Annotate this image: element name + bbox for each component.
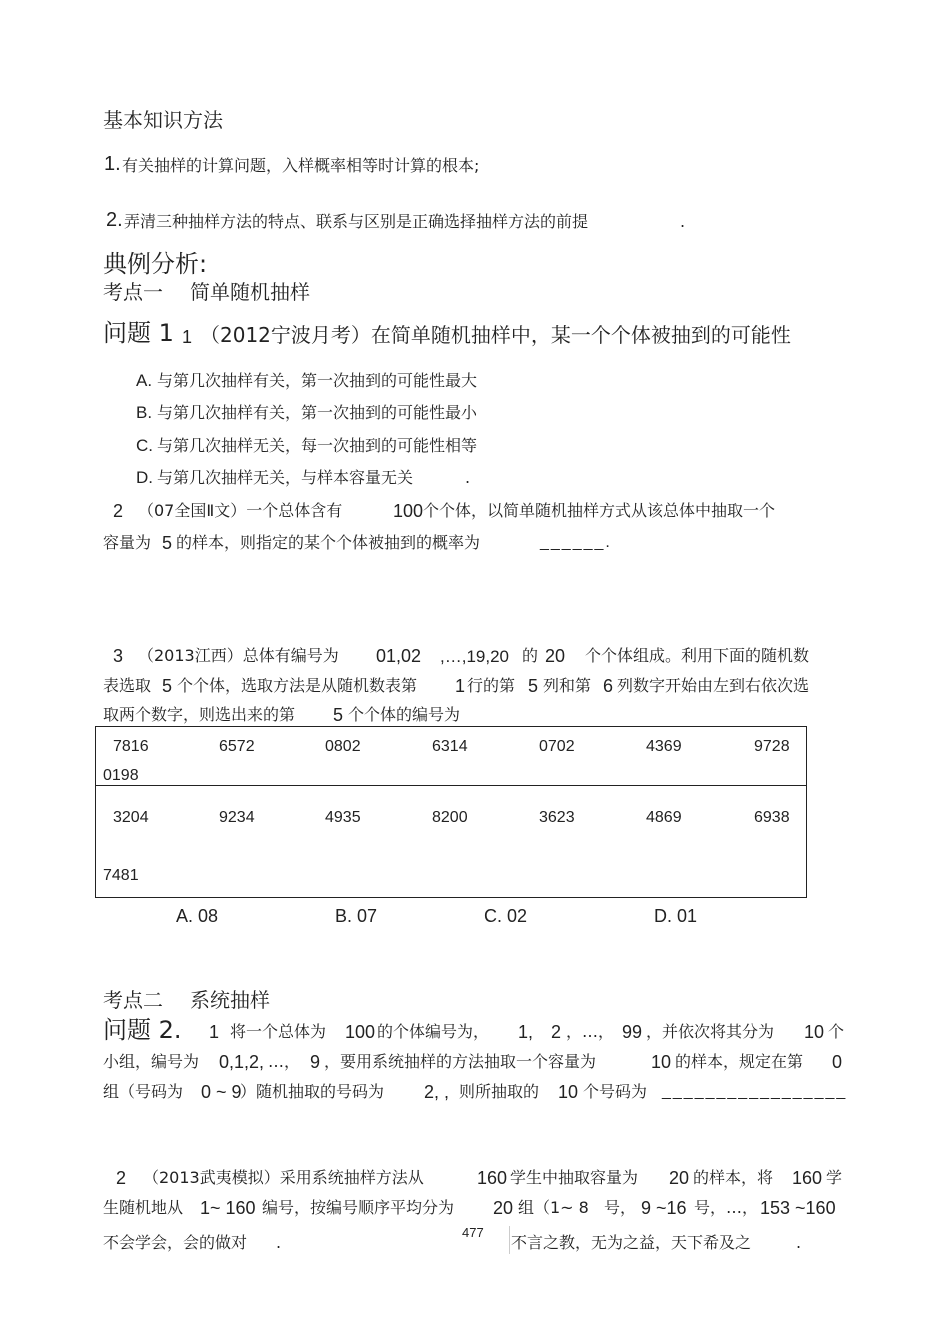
subquestion-number: 3 bbox=[113, 646, 124, 666]
question-value: 9 bbox=[310, 1052, 321, 1072]
table-cell: 3204 bbox=[113, 809, 149, 826]
subquestion-text: 组（1~ 8 bbox=[518, 1198, 589, 1217]
subquestion-value: 5 bbox=[162, 676, 173, 696]
basic-item-text: 弄清三种抽样方法的特点、联系与区别是正确选择抽样方法的前提 bbox=[124, 212, 589, 231]
footer-right: 不言之教，无为之益，天下希及之 bbox=[511, 1233, 752, 1252]
table-cell: 3623 bbox=[539, 809, 575, 826]
footer-left: 不会学会，会的做对 bbox=[103, 1233, 248, 1252]
table-cell: 4369 bbox=[646, 738, 682, 755]
subquestion-text: 个个体组成。利用下面的随机数 bbox=[585, 646, 810, 665]
subquestion-value: 9 ~16 bbox=[641, 1198, 687, 1218]
table-cell: 4869 bbox=[646, 809, 682, 826]
subquestion-text: 的样本，则指定的某个个体被抽到的概率为 bbox=[176, 533, 481, 552]
question-text: ，…， bbox=[566, 1022, 615, 1041]
question-text: 将一个总体为 bbox=[230, 1022, 327, 1041]
table-cell: 7481 bbox=[103, 867, 139, 884]
subquestion-value: 20 bbox=[545, 646, 566, 666]
table-cell: 4935 bbox=[325, 809, 361, 826]
subquestion-value: 100 bbox=[393, 501, 424, 521]
subquestion-text: 学生中抽取容量为 bbox=[510, 1168, 639, 1187]
table-cell: 0702 bbox=[539, 738, 575, 755]
subquestion-text: 个个体，选取方法是从随机数表第 bbox=[177, 676, 418, 695]
question-text: 个 bbox=[828, 1022, 845, 1041]
question-text: 个号码为 bbox=[583, 1082, 648, 1101]
footer-divider bbox=[509, 1226, 510, 1254]
question-value: 10 bbox=[804, 1022, 825, 1042]
footer-right-end: . bbox=[796, 1233, 802, 1252]
subquestion-text: （2013武夷模拟）采用系统抽样方法从 bbox=[143, 1168, 424, 1187]
section-title-basics: 基本知识方法 bbox=[103, 108, 223, 132]
option-key: A. bbox=[136, 371, 153, 390]
option: A. 08 bbox=[176, 906, 219, 926]
topic-label: 考点一 bbox=[103, 280, 163, 304]
question-stem: （2012宁波月考）在简单随机抽样中，某一个个体被抽到的可能性 bbox=[200, 323, 791, 347]
question-text: …， bbox=[268, 1052, 301, 1071]
option-key: D. bbox=[136, 468, 153, 487]
subquestion-text: 个个体，以简单随机抽样方式从该总体中抽取一个 bbox=[423, 501, 776, 520]
subquestion-value: 160 bbox=[792, 1168, 823, 1188]
question-text: 小组，编号为 bbox=[103, 1052, 200, 1071]
option-key: B. bbox=[136, 403, 153, 422]
subquestion-number: 2 bbox=[116, 1168, 127, 1188]
table-cell: 8200 bbox=[432, 809, 468, 826]
option-key: C. bbox=[136, 436, 153, 455]
page-number: 477 bbox=[462, 1225, 484, 1240]
subquestion-value: 1 bbox=[455, 676, 466, 696]
subquestion-text: 生随机地从 bbox=[103, 1198, 184, 1217]
basic-item-num: 2. bbox=[106, 209, 123, 231]
question-label: 问题 1 bbox=[103, 319, 174, 347]
option: D. 01 bbox=[654, 906, 698, 926]
subquestion-number: 2 bbox=[113, 501, 124, 521]
question-text: ，要用系统抽样的方法抽取一个容量为 bbox=[324, 1052, 597, 1071]
question-value: 99 bbox=[622, 1022, 643, 1042]
table-cell: 0198 bbox=[103, 767, 139, 784]
question-number: 1 bbox=[182, 327, 193, 347]
topic-name: 系统抽样 bbox=[190, 988, 270, 1012]
option-text: 与第几次抽样有关，第一次抽到的可能性最小 bbox=[157, 403, 478, 422]
table-cell: 9234 bbox=[219, 809, 255, 826]
question-value: 2 bbox=[551, 1022, 562, 1042]
basic-item-end: . bbox=[680, 212, 686, 231]
answer-blank: ______. bbox=[540, 534, 612, 551]
subquestion-text: 的 bbox=[522, 646, 539, 665]
subquestion-text: 号，…， bbox=[694, 1198, 759, 1217]
table-divider bbox=[96, 785, 806, 786]
table-cell: 6314 bbox=[432, 738, 468, 755]
question-label: 问题 2. bbox=[103, 1016, 182, 1044]
basic-item-num: 1. bbox=[104, 153, 121, 175]
option-text: 与第几次抽样有关，第一次抽到的可能性最大 bbox=[157, 371, 478, 390]
subquestion-value: 6 bbox=[603, 676, 614, 696]
table-cell: 7816 bbox=[113, 738, 149, 755]
subquestion-value: 5 bbox=[333, 705, 344, 725]
subquestion-text: 容量为 bbox=[103, 533, 152, 552]
subquestion-text: 表选取 bbox=[103, 676, 152, 695]
subquestion-text: 行的第 bbox=[467, 676, 516, 695]
subquestion-text: 的样本，将 bbox=[693, 1168, 774, 1187]
table-cell: 6572 bbox=[219, 738, 255, 755]
question-text: ）随机抽取的号码为 bbox=[240, 1082, 385, 1101]
section-title-examples: 典例分析: bbox=[103, 250, 208, 278]
topic-label: 考点二 bbox=[103, 988, 163, 1012]
question-value: 0,1,2, bbox=[219, 1052, 265, 1072]
random-number-table bbox=[95, 726, 807, 898]
option: C. 02 bbox=[484, 906, 528, 926]
subquestion-value: 20 bbox=[493, 1198, 514, 1218]
question-text: ，并依次将其分为 bbox=[646, 1022, 775, 1041]
question-value: 1, bbox=[518, 1022, 534, 1042]
subquestion-text: 个个体的编号为 bbox=[348, 705, 461, 724]
topic-name: 简单随机抽样 bbox=[190, 280, 310, 304]
subquestion-value: 160 bbox=[477, 1168, 508, 1188]
subquestion-value: 5 bbox=[162, 533, 173, 553]
question-value: 10 bbox=[651, 1052, 672, 1072]
option: B. 07 bbox=[335, 906, 378, 926]
subquestion-text: 学 bbox=[826, 1168, 843, 1187]
basic-item-text: 有关抽样的计算问题，入样概率相等时计算的根本; bbox=[122, 156, 480, 175]
subquestion-value: 153 ~160 bbox=[760, 1198, 836, 1218]
option-text: 与第几次抽样无关，每一次抽到的可能性相等 bbox=[157, 436, 478, 455]
option-text: 与第几次抽样无关，与样本容量无关 bbox=[157, 468, 414, 487]
question-text: 的个体编号为， bbox=[377, 1022, 490, 1041]
subquestion-value: 20 bbox=[669, 1168, 690, 1188]
subquestion-text: 列数字开始由左到右依次选 bbox=[617, 676, 810, 695]
footer-left-end: . bbox=[276, 1233, 282, 1252]
subquestion-value: 01,02 bbox=[376, 646, 422, 666]
subquestion-text: 取两个数字，则选出来的第 bbox=[103, 705, 296, 724]
question-value: 100 bbox=[345, 1022, 376, 1042]
subquestion-text: （2013江西）总体有编号为 bbox=[138, 646, 339, 665]
question-value: 0 bbox=[832, 1052, 843, 1072]
subquestion-value: ,…,19,20 bbox=[440, 647, 509, 666]
subquestion-text: 列和第 bbox=[543, 676, 592, 695]
subquestion-text: 编号，按编号顺序平均分为 bbox=[262, 1198, 455, 1217]
question-text: 则所抽取的 bbox=[459, 1082, 540, 1101]
question-value: 2, , bbox=[424, 1082, 450, 1102]
subquestion-text: （07全国Ⅱ文）一个总体含有 bbox=[138, 501, 343, 520]
table-cell: 9728 bbox=[754, 738, 790, 755]
table-cell: 6938 bbox=[754, 809, 790, 826]
question-text: 组（号码为 bbox=[103, 1082, 184, 1101]
question-number: 1 bbox=[209, 1022, 220, 1042]
table-cell: 0802 bbox=[325, 738, 361, 755]
answer-blank: _________________ bbox=[662, 1083, 848, 1100]
question-text: 的样本，规定在第 bbox=[675, 1052, 804, 1071]
subquestion-value: 1~ 160 bbox=[200, 1198, 256, 1218]
option-end: . bbox=[465, 468, 471, 487]
question-value: 0 ~ 9 bbox=[201, 1082, 242, 1102]
subquestion-value: 5 bbox=[528, 676, 539, 696]
subquestion-text: 号， bbox=[604, 1198, 637, 1217]
question-value: 10 bbox=[558, 1082, 579, 1102]
